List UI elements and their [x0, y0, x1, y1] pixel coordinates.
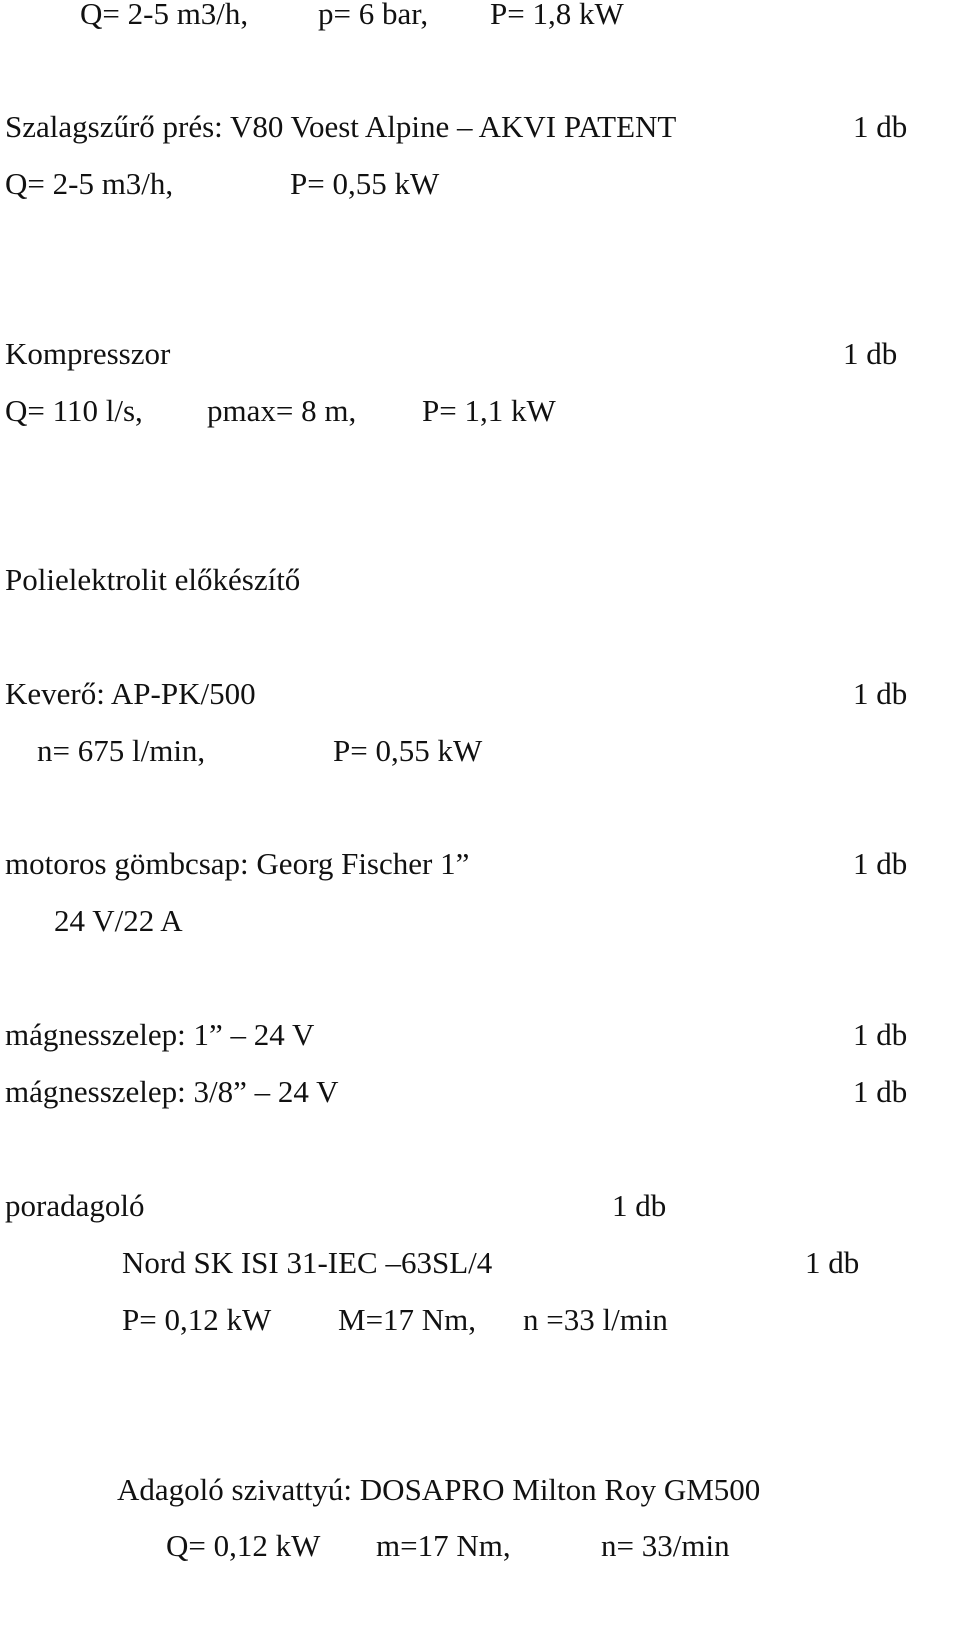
pump-top-q: Q= 2-5 m3/h, [80, 0, 249, 31]
mixer-qty: 1 db [853, 676, 908, 711]
mixer-name: Keverő: AP-PK/500 [5, 676, 256, 711]
dosing-pump-m: m=17 Nm, [376, 1528, 511, 1563]
belt-filter-press-q: Q= 2-5 m3/h, [5, 166, 174, 201]
powder-doser-power: P= 0,12 kW [122, 1302, 272, 1337]
ball-valve-qty: 1 db [853, 846, 908, 881]
powder-doser-torque: M=17 Nm, [338, 1302, 477, 1337]
solenoid-2-name: mágnesszelep: 3/8” – 24 V [5, 1074, 339, 1109]
compressor-qty: 1 db [843, 336, 898, 371]
ball-valve-spec: 24 V/22 A [54, 903, 183, 938]
pump-top-pressure: p= 6 bar, [318, 0, 429, 31]
dosing-pump-q: Q= 0,12 kW [166, 1528, 321, 1563]
pump-top-power: P= 1,8 kW [490, 0, 624, 31]
compressor-name: Kompresszor [5, 336, 171, 371]
mixer-n: n= 675 l/min, [37, 733, 206, 768]
ball-valve-name: motoros gömbcsap: Georg Fischer 1” [5, 846, 470, 881]
belt-filter-press-power: P= 0,55 kW [290, 166, 440, 201]
dosing-pump-n: n= 33/min [601, 1528, 730, 1563]
mixer-power: P= 0,55 kW [333, 733, 483, 768]
belt-filter-press-name: Szalagszűrő prés: V80 Voest Alpine – AKVI PATENT [5, 109, 677, 144]
polyelectrolyte-heading: Polielektrolit előkészítő [5, 562, 301, 597]
powder-doser-motor-qty: 1 db [805, 1245, 860, 1280]
solenoid-1-name: mágnesszelep: 1” – 24 V [5, 1017, 315, 1052]
powder-doser-qty: 1 db [612, 1188, 667, 1223]
compressor-q: Q= 110 l/s, [5, 393, 143, 428]
powder-doser-name: poradagoló [5, 1188, 145, 1223]
belt-filter-press-qty: 1 db [853, 109, 908, 144]
compressor-pmax: pmax= 8 m, [207, 393, 357, 428]
solenoid-1-qty: 1 db [853, 1017, 908, 1052]
dosing-pump-name: Adagoló szivattyú: DOSAPRO Milton Roy GM500 [117, 1472, 761, 1507]
compressor-power: P= 1,1 kW [422, 393, 556, 428]
powder-doser-motor: Nord SK ISI 31-IEC –63SL/4 [122, 1245, 493, 1280]
powder-doser-speed: n =33 l/min [523, 1302, 668, 1337]
solenoid-2-qty: 1 db [853, 1074, 908, 1109]
